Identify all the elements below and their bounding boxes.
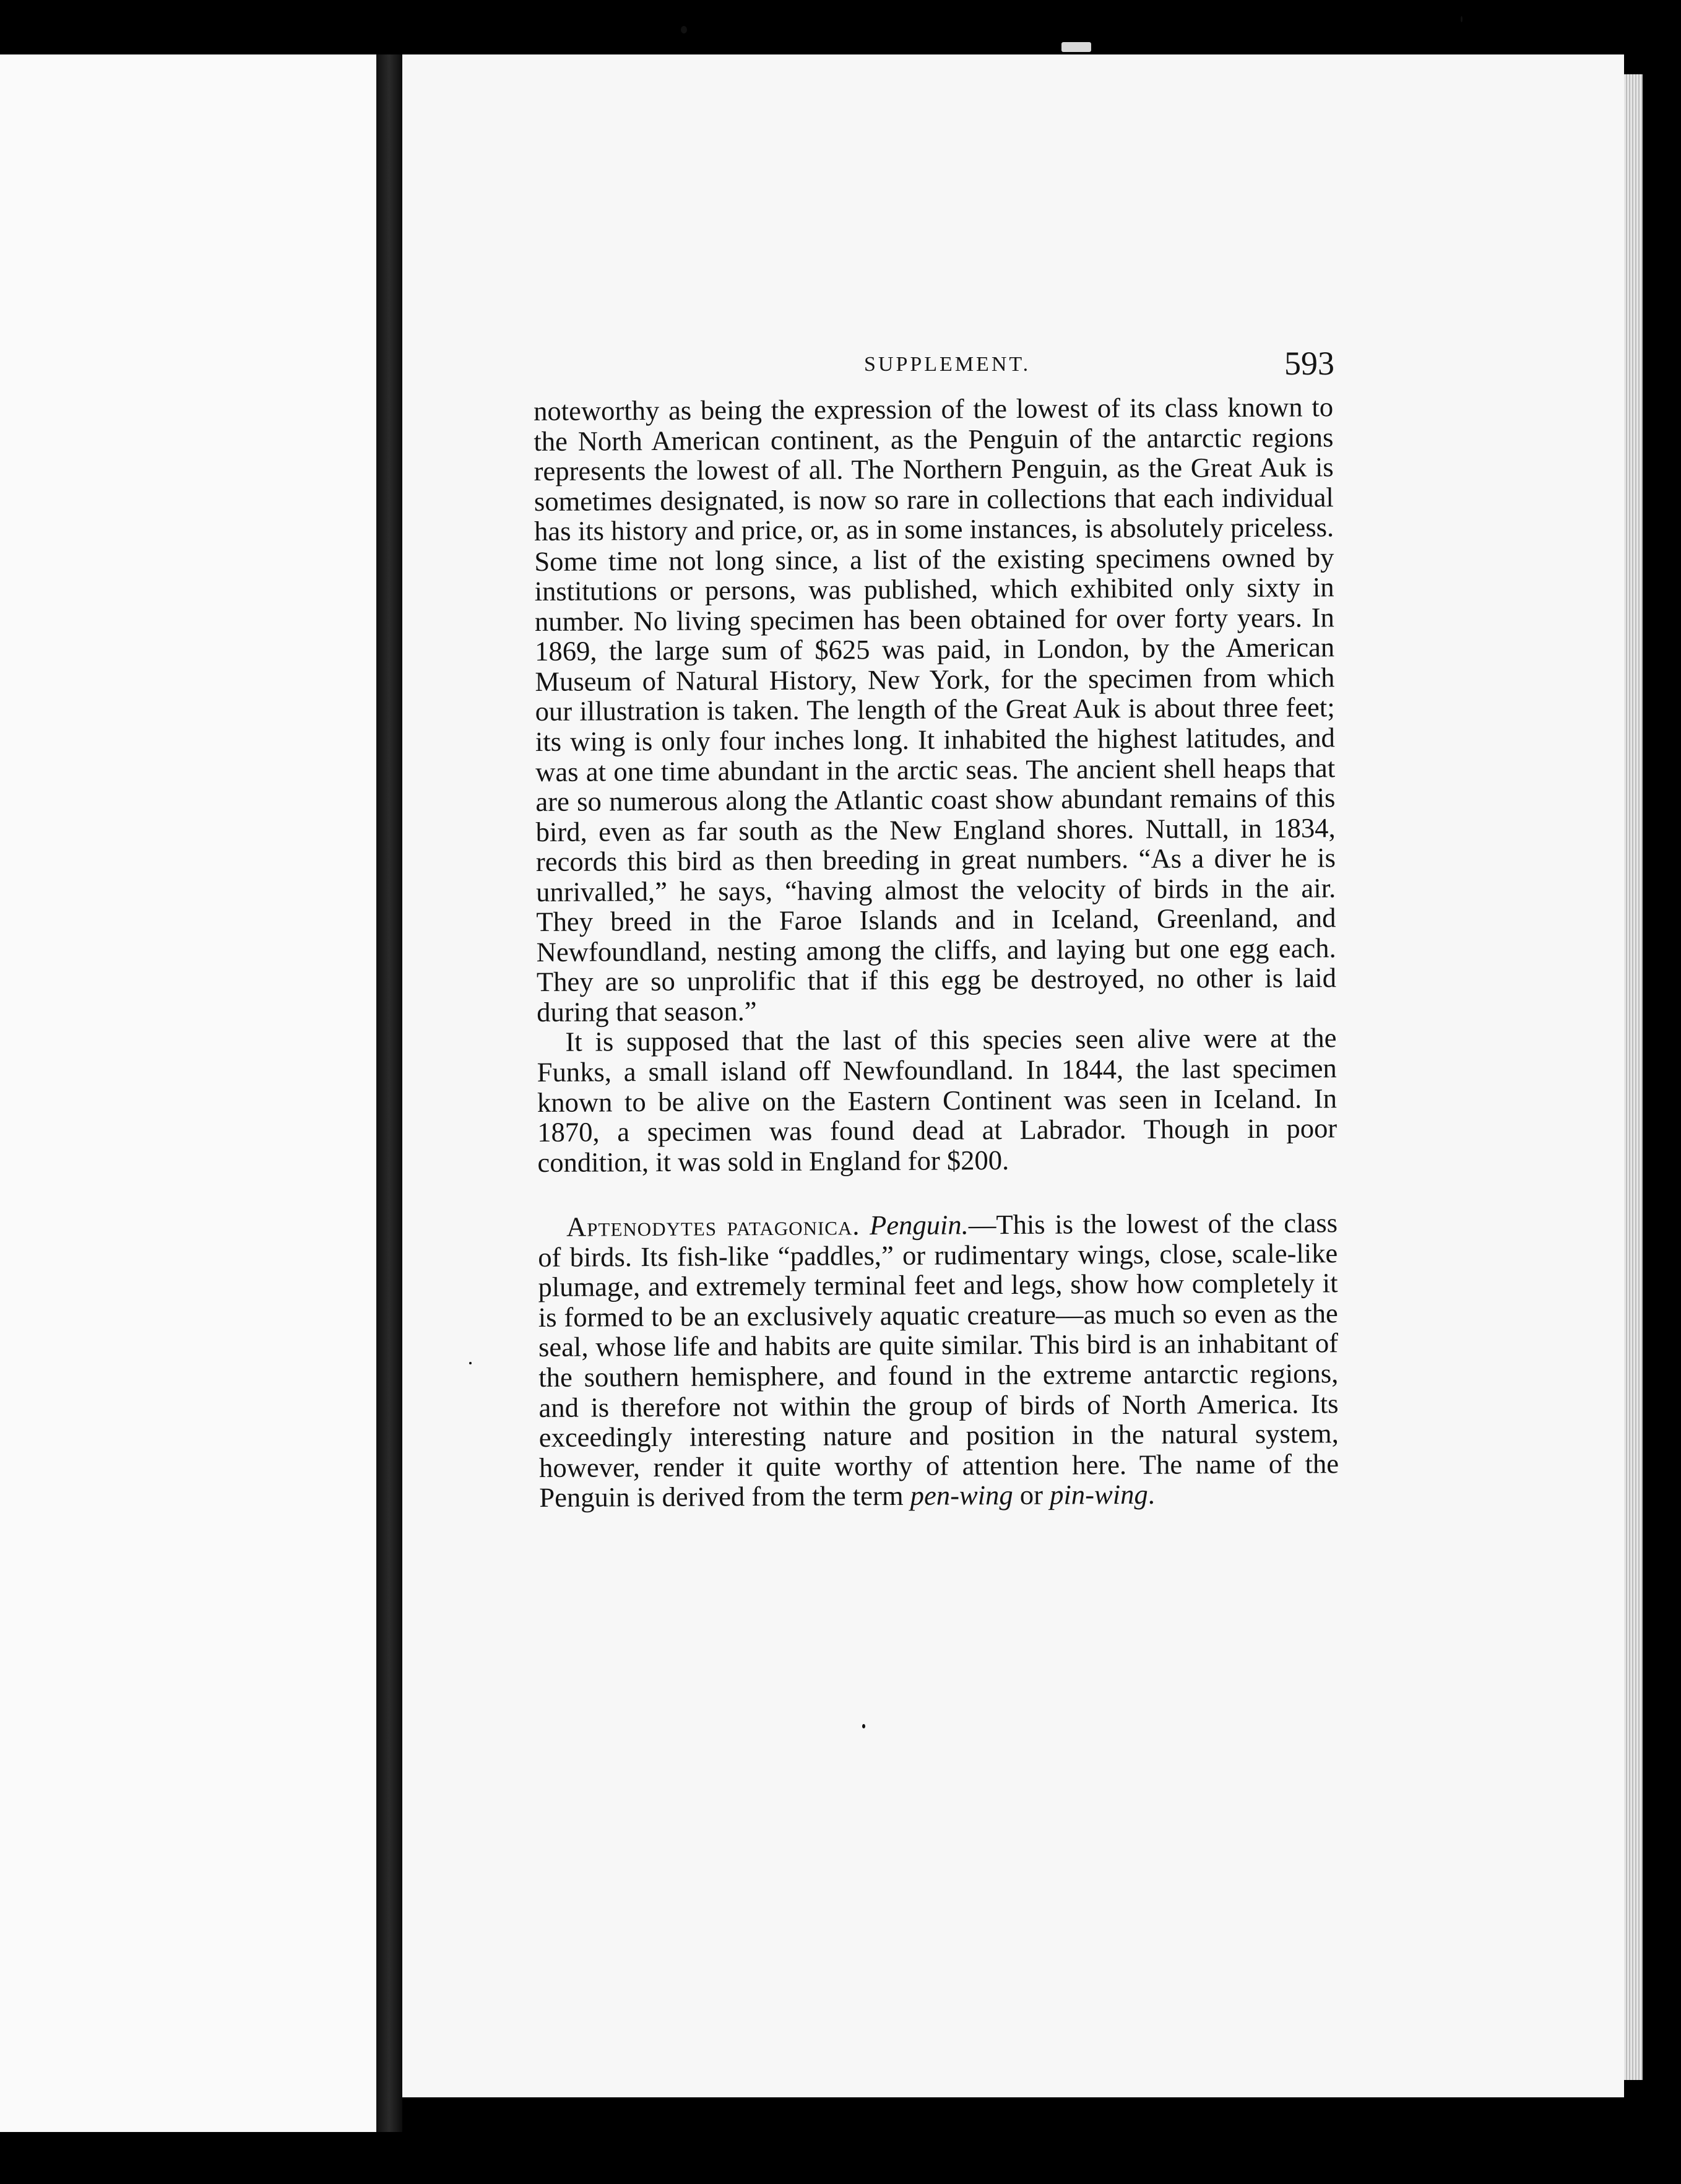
- scan-mark: [1061, 42, 1091, 52]
- speck: [862, 1724, 865, 1728]
- common-name: Penguin.: [869, 1209, 969, 1241]
- speck: [681, 26, 687, 33]
- speck: [1461, 16, 1463, 22]
- page-body: [534, 392, 1339, 1512]
- running-head: SUPPLEMENT.: [864, 353, 1031, 376]
- speck: [469, 1362, 472, 1364]
- penguin-text: —This is the lowest of the class of birds. Its fish-like “paddles,” or rudimentary wings, close, scale-like plumage, and extremely terminal feet and legs, show how completely it is formed to be an exclusively aquatic creature—as much so even as the seal, whose life and habits are quite similar. This bird is an inhabitant of the southern hemisphere, and found in the extreme antarctic regions, and is therefore not within the group of birds of North America. Its exceedingly interesting nature and position in the natural system, however, render it quite worthy of attention here. The name of the Penguin is derived from the term: [538, 1207, 1339, 1514]
- term-pen-wing: pen-wing: [910, 1480, 1013, 1511]
- paragraph-great-auk: noteworthy as being the expression of the lowest of its class known to the North American continent, as the Penguin of the antarctic regions represents the lowest of all. The Northern Penguin, as the Great Auk is sometimes designated, is now so rare in collections that each individual has its history and price, or, as in some instances, is absolutely priceless. Some time not long since, a list of the existing specimens owned by institutions or persons, was published, which exhibited only sixty in number. No living specimen has been obtained for over forty years. In 1869, the large sum of $625 was paid, in London, by the American Museum of Natural History, New York, for the specimen from which our illustration is taken. The length of the Great Auk is about three feet; its wing is only four inches long. It inhabited the highest latitudes, and was at one time abundant in the arctic seas. The ancient shell heaps that are so numerous along the Atlantic coast show abundant remains of this bird, even as far south as the New England shores. Nuttall, in 1834, records this bird as then breeding in great numbers. “As a diver he is unrivalled,” he says, “having almost the velocity of birds in the air. They breed in the Faroe Islands and in Iceland, Greenland, and Newfoundland, nesting among the cliffs, and laying but one egg each. They are so unprolific that if this egg be destroyed, no other is laid during that season.”: [533, 391, 1337, 1028]
- species-name: Aptenodytes patagonica.: [566, 1210, 860, 1242]
- term-connector: or: [1019, 1479, 1044, 1511]
- term-pin-wing: pin-wing: [1050, 1478, 1148, 1510]
- page-number: 593: [1284, 345, 1334, 382]
- book-gutter: [376, 54, 402, 2132]
- paragraph-penguin: [538, 1208, 1339, 1512]
- closing-period: .: [1147, 1478, 1156, 1510]
- paragraph-last-specimens: It is supposed that the last of this species seen alive were at the Funks, a small island off Newfoundland. In 1844, the last specimen known to be alive on the Eastern Continent was seen in Iceland. In 1870, a specimen was found dead at Labrador. Though in poor condition, it was sold in England for $200.: [537, 1022, 1337, 1178]
- left-page: [0, 54, 376, 2132]
- page-edges: [1624, 74, 1643, 2080]
- page-header: [864, 345, 1334, 390]
